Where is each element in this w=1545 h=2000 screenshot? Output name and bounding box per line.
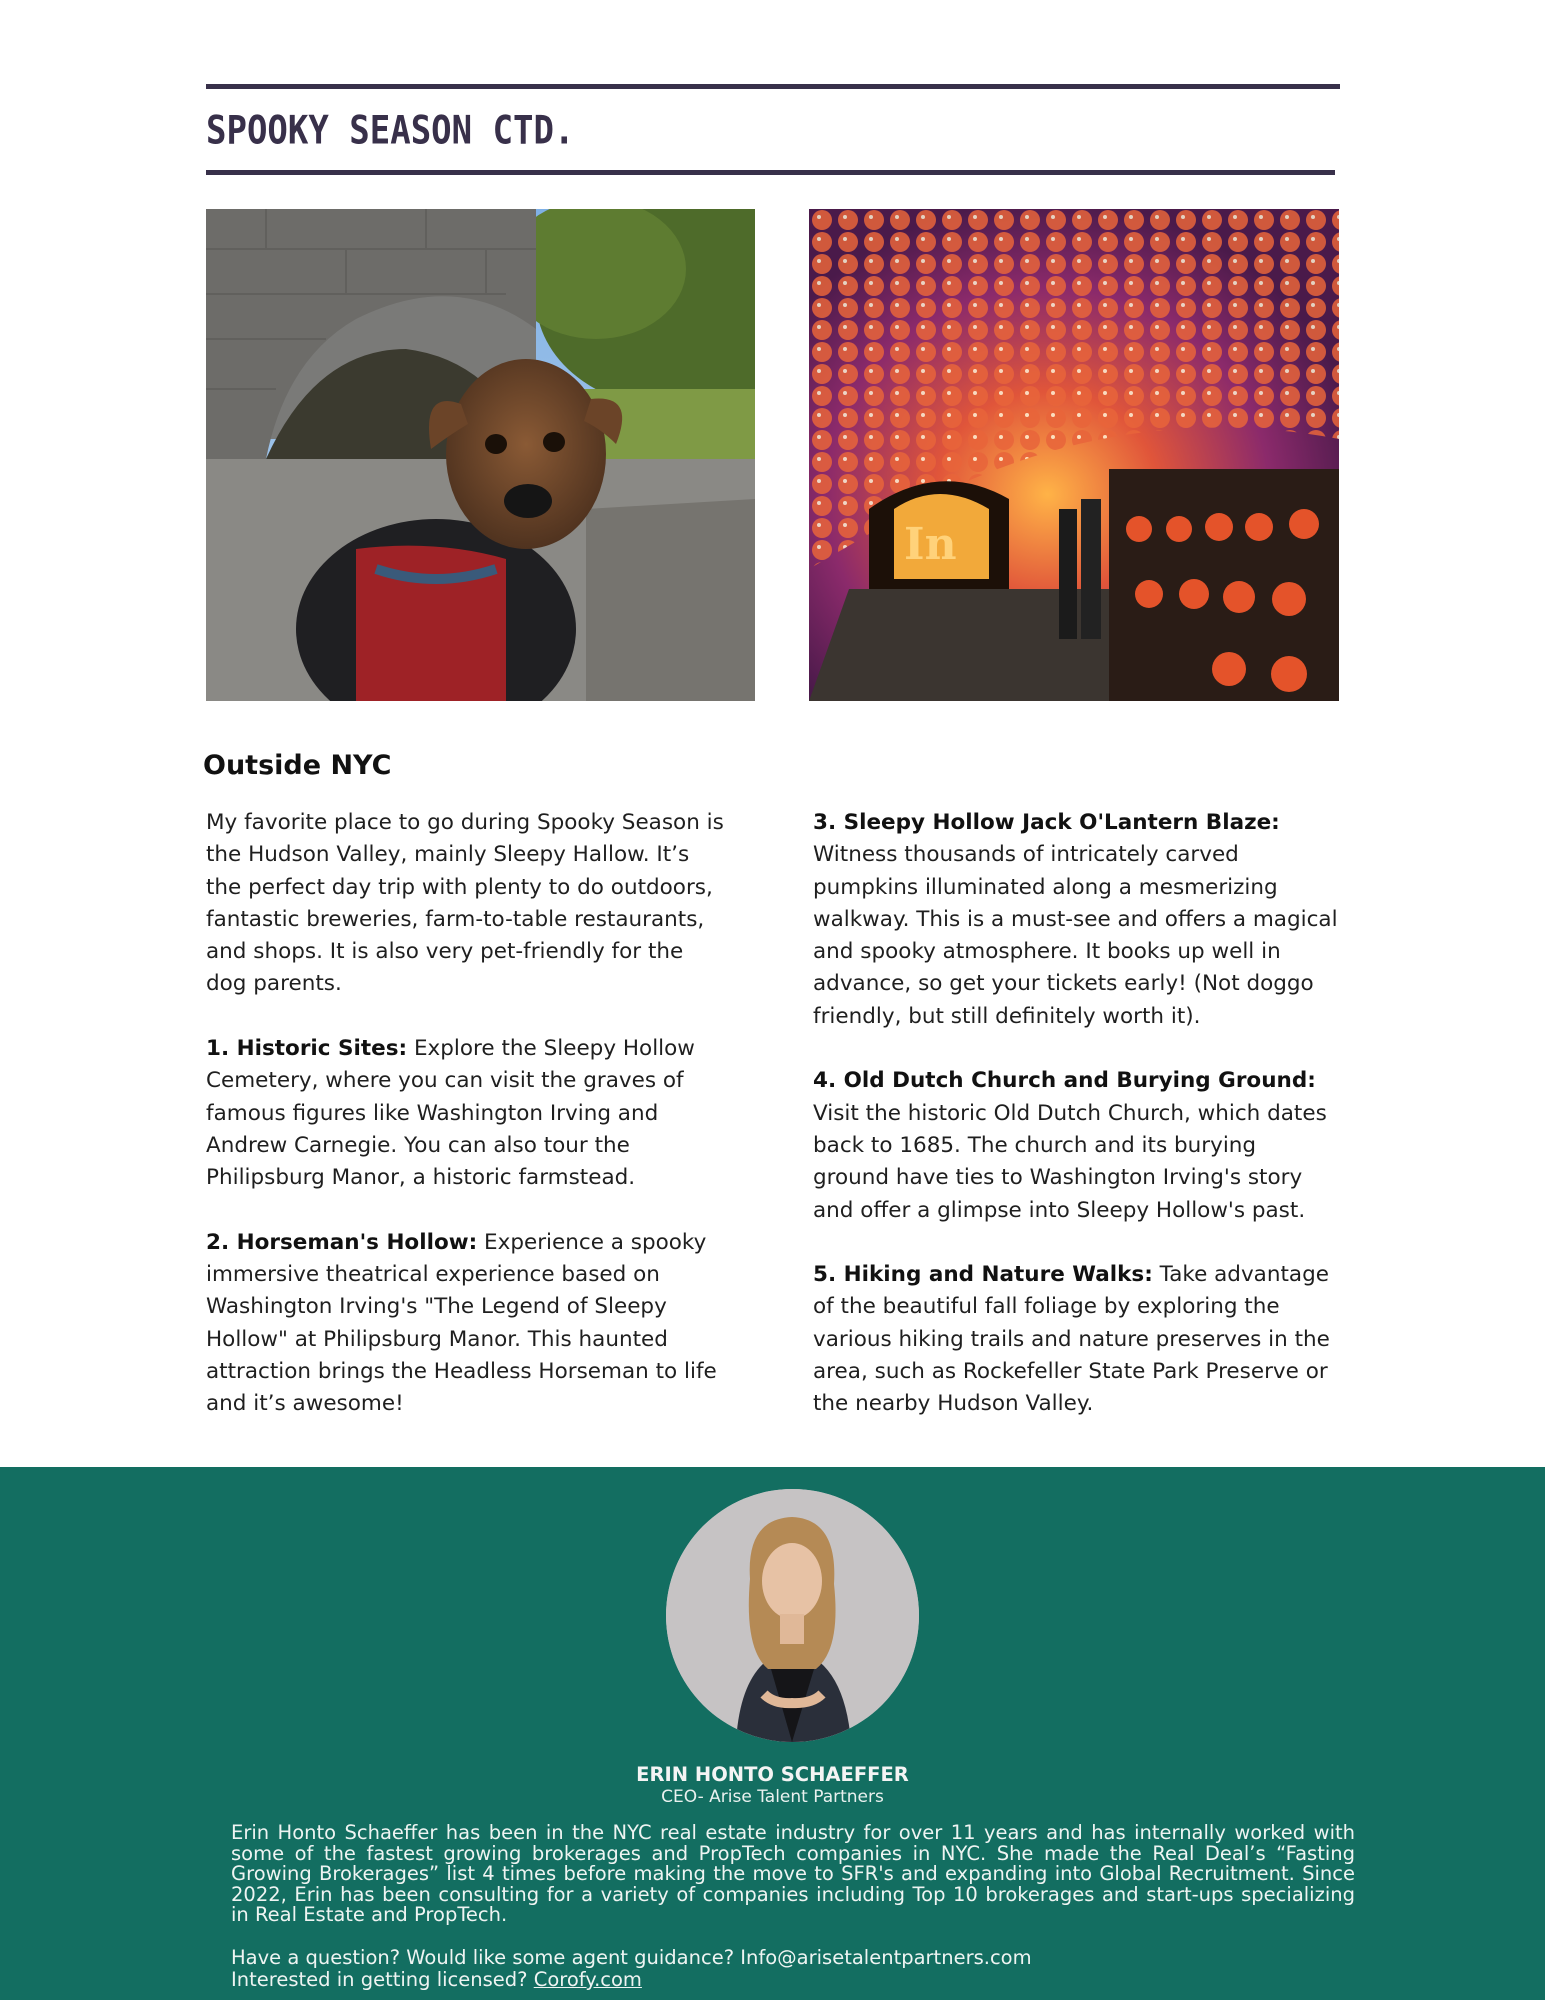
- author-role: CEO- Arise Talent Partners: [661, 1787, 884, 1807]
- item-title: 1. Historic Sites:: [206, 1036, 408, 1062]
- list-item: [813, 807, 1338, 1033]
- section-heading: Outside NYC: [203, 750, 392, 781]
- list-item: [206, 1033, 726, 1194]
- corofy-link[interactable]: Corofy.com: [533, 1968, 642, 1991]
- pumpkin-tunnel-photo: [809, 209, 1339, 701]
- item-text: Explore the Sleepy Hollow Cemetery, where you can visit the graves of famous figures like Washington Irving and Andrew Carnegie. You can also tour the Philipsburg Manor, a historic farmstead.: [206, 1036, 695, 1191]
- right-column: [813, 807, 1338, 1453]
- item-title: 2. Horseman's Hollow:: [206, 1229, 478, 1255]
- list-item: [813, 1259, 1338, 1420]
- item-text: Visit the historic Old Dutch Church, which dates back to 1685. The church and its burying ground have ties to Washington Irving's story and offer a glimpse into Sleepy Hollow's past.: [813, 1100, 1327, 1223]
- item-text: Experience a spooky immersive theatrical experience based on Washington Irving's "The Legend of Sleepy Hollow" at Philipsburg Manor. This haunted attraction brings the Headless Horseman to life and it’s awesome!: [206, 1229, 717, 1417]
- contact-block: [231, 1947, 1355, 1991]
- header-rule-bottom: [206, 170, 1335, 175]
- page-title: SPOOKY SEASON CTD.: [206, 108, 575, 154]
- list-item: [813, 1065, 1338, 1226]
- item-title: 5. Hiking and Nature Walks:: [813, 1262, 1153, 1288]
- item-title: 3. Sleepy Hollow Jack O'Lantern Blaze:: [813, 810, 1280, 835]
- license-prefix: Interested in getting licensed?: [231, 1968, 534, 1991]
- item-text: Witness thousands of intricately carved pumpkins illuminated along a mesmerizing walkway. This is a must-see and offers a magical and spooky atmosphere. It books up well in advance, so get your tickets early! (Not doggo friendly, but still definitely worth it).: [813, 842, 1338, 1029]
- item-title: 4. Old Dutch Church and Burying Ground:: [813, 1068, 1316, 1094]
- list-item: [206, 1227, 726, 1421]
- dog-photo: [206, 209, 755, 701]
- item-text: Take advantage of the beautiful fall foliage by exploring the various hiking trails and nature preserves in the area, such as Rockefeller State Park Preserve or the nearby Hudson Valley.: [813, 1262, 1330, 1417]
- author-name: ERIN HONTO SCHAEFFER: [636, 1763, 909, 1786]
- contact-email-line: Have a question? Would like some agent guidance? Info@arisetalentpartners.com: [231, 1946, 1032, 1969]
- author-footer: [0, 1467, 1545, 2000]
- intro-paragraph: My favorite place to go during Spooky Season is the Hudson Valley, mainly Sleepy Hallow. It’s the perfect day trip with plenty to do outdoors, fantastic breweries, farm-to-table restaurants, and shops. It is also very pet-friendly for the dog parents.: [206, 810, 724, 997]
- svg-text:In: In: [904, 519, 957, 570]
- left-column: [206, 807, 726, 1453]
- avatar: [666, 1489, 919, 1742]
- author-bio: Erin Honto Schaeffer has been in the NYC real estate industry for over 11 years and has internally worked with some of the fastest growing brokerages and PropTech companies in NYC. She made the Real Deal’s “Fasting Growing Brokerages” list 4 times before making the move to SFR's and expanding into Global Recruitment. Since 2022, Erin has been consulting for a variety of companies including Top 10 brokerages and start-ups specializing in Real Estate and PropTech.: [231, 1821, 1355, 1926]
- license-line: [231, 1969, 1355, 1991]
- header-rule-top: [206, 84, 1340, 89]
